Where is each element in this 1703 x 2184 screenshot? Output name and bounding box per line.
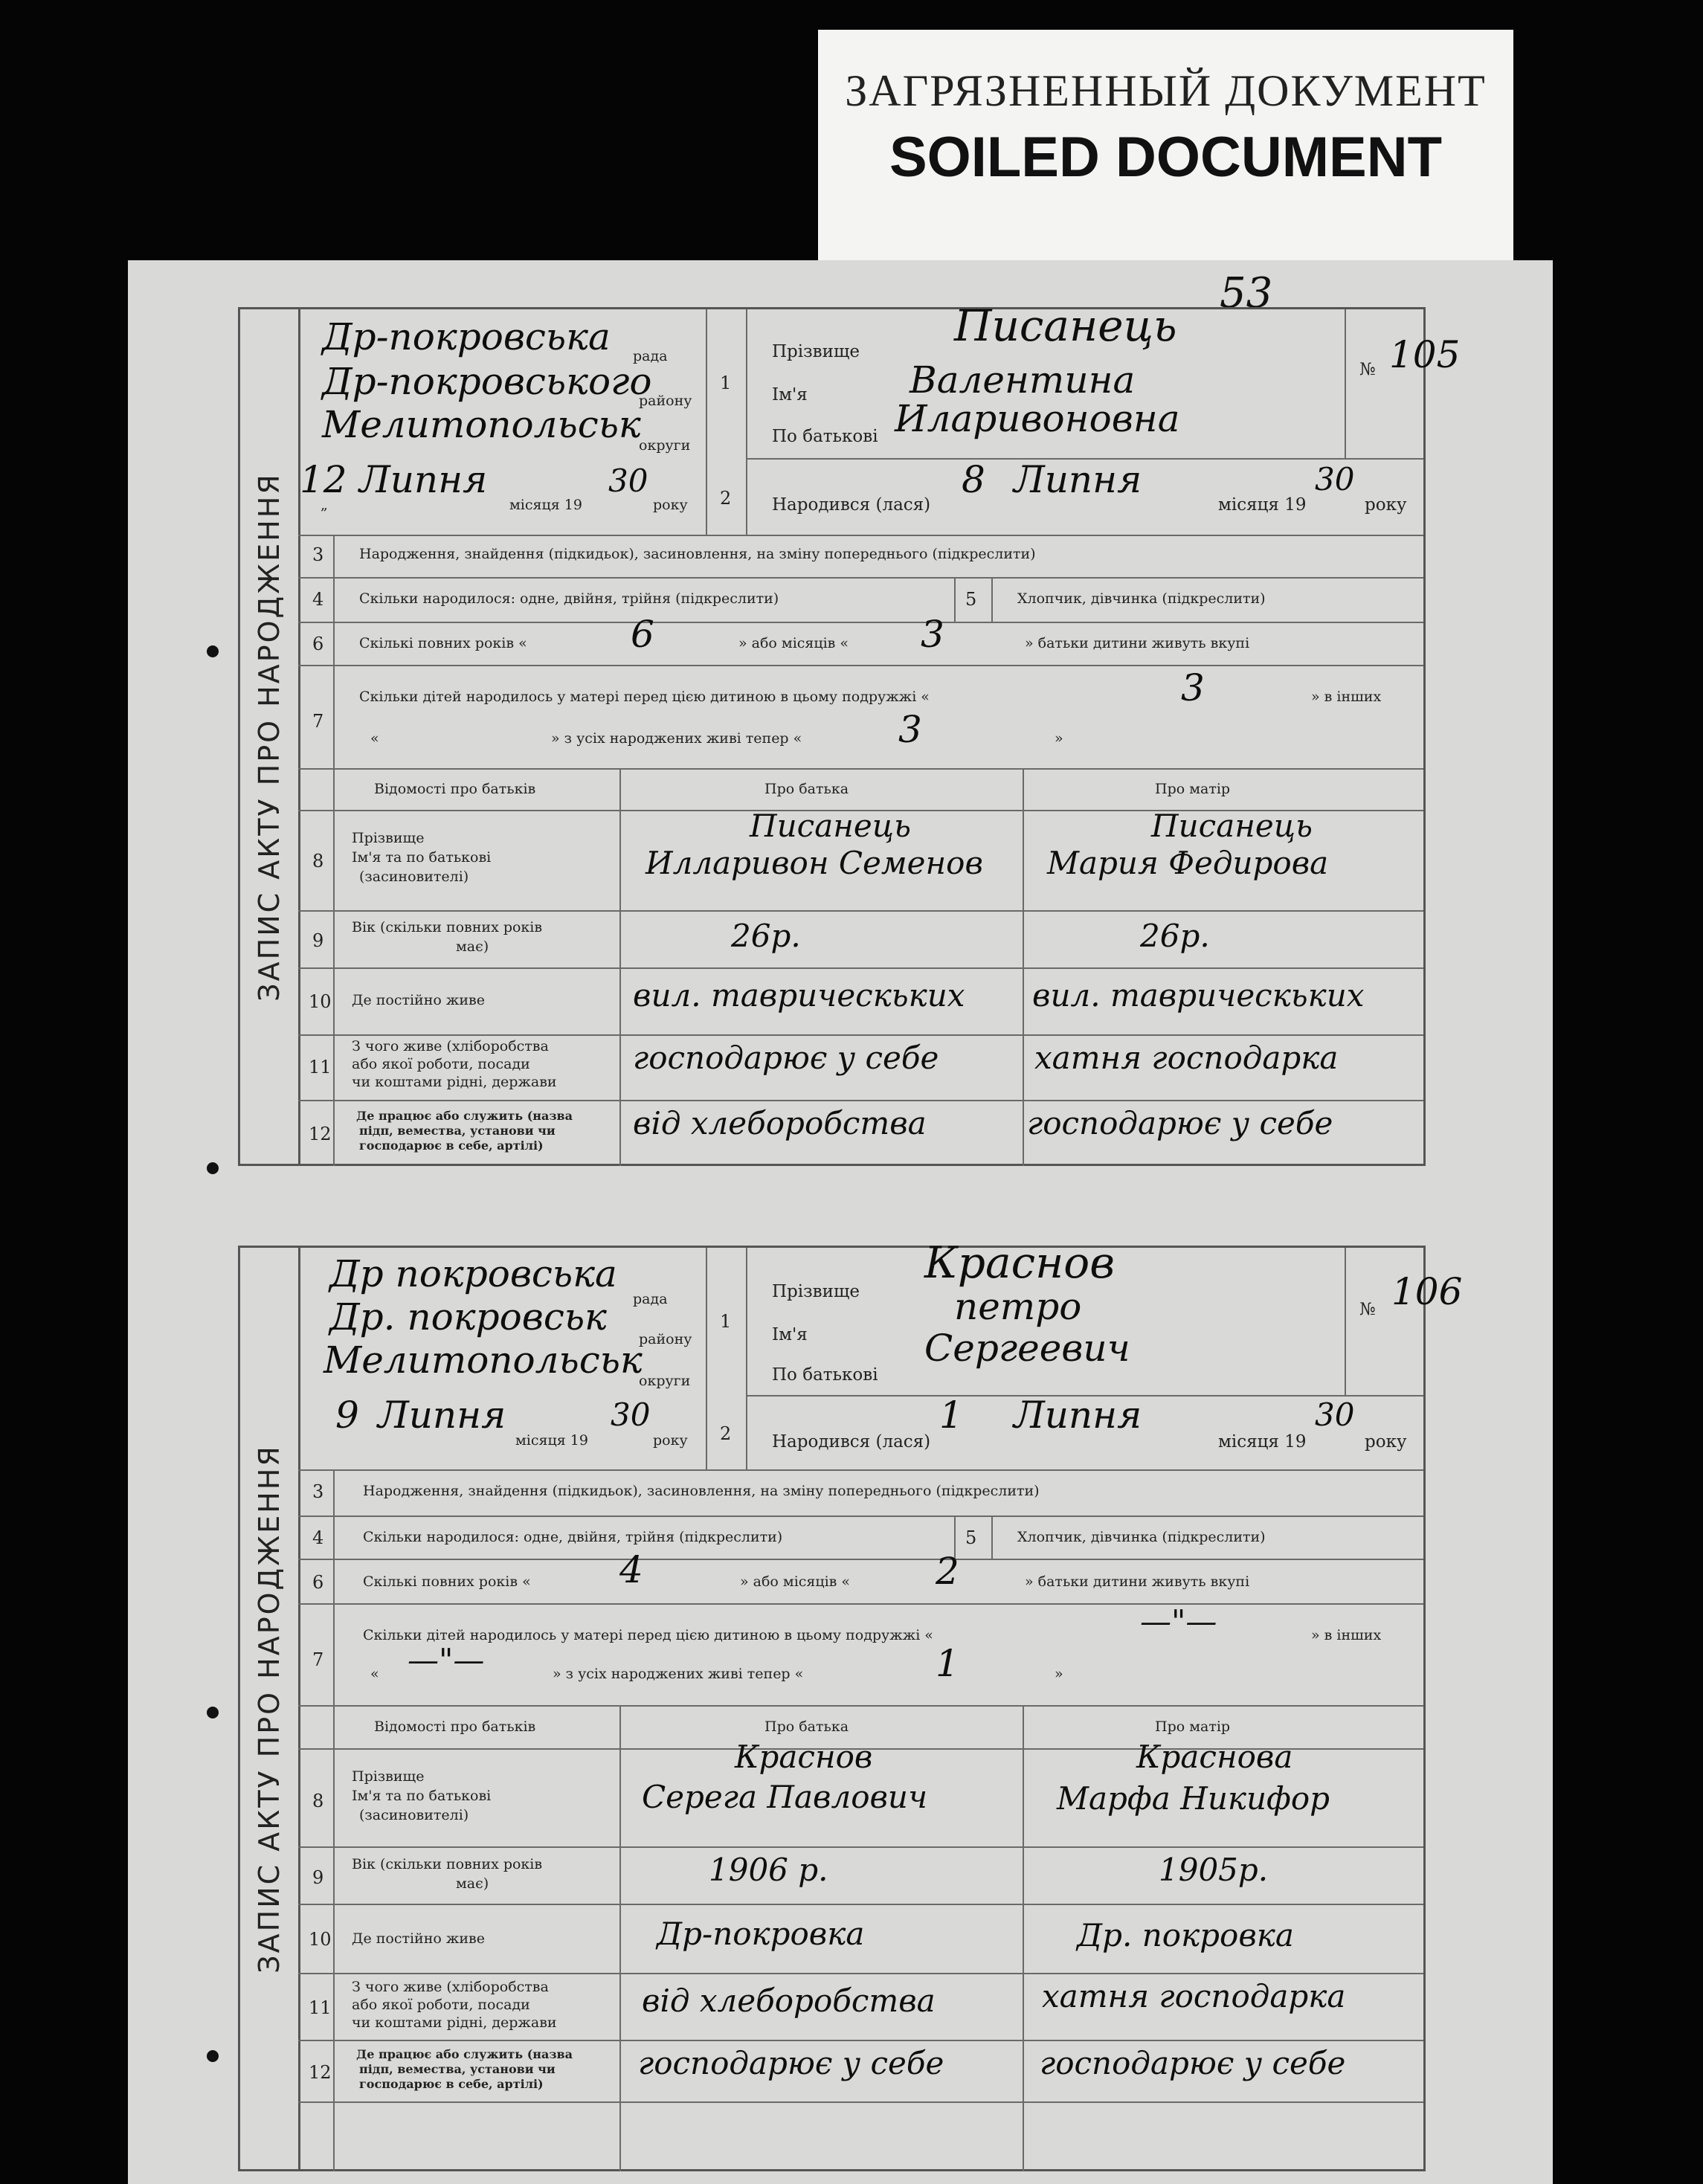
row5-text: Хлопчик, дівчинка (підкреслити) (1017, 1529, 1266, 1545)
field-number-1: 1 (720, 1311, 732, 1332)
surname-label: Прізвище (772, 342, 860, 361)
row8-label-1: Прізвище (352, 830, 425, 846)
row7-label-c: « (370, 730, 379, 747)
row11-label-3: чи коштами рідні, держави (352, 1074, 557, 1090)
patronymic-label: По батькові (772, 1365, 878, 1385)
record-sidebar (240, 309, 300, 1164)
punch-hole (207, 1162, 219, 1174)
surname-value: Писанець (954, 300, 1177, 351)
mother-header: Про матір (1155, 1718, 1231, 1735)
row-number-8: 8 (312, 851, 324, 872)
row-number-4: 4 (312, 589, 324, 610)
divider (298, 1515, 1423, 1517)
row9-label-2: має) (456, 1875, 489, 1892)
mother-livelihood-value: хатня господарка (1034, 1040, 1339, 1076)
reg-day-value: 9 (335, 1394, 359, 1437)
father-name-value: Илларивон Семенов (646, 845, 983, 881)
row11-label-1: З чого живе (хліборобства (352, 1979, 549, 1995)
row12-label-1: Де працює або служить (назва (356, 1109, 573, 1123)
row-number-9: 9 (312, 1867, 324, 1888)
okrug-value: Мелитопольськ (323, 1339, 643, 1382)
sidebar-title: ЗАПИС АКТУ ПРО НАРОДЖЕННЯ (253, 1443, 286, 1974)
page-number: 53 (1220, 269, 1273, 318)
divider (298, 1846, 1423, 1848)
row-number-5: 5 (965, 1527, 977, 1548)
born-label: Народився (лася) (772, 1432, 931, 1452)
row5-text: Хлопчик, дівчинка (підкреслити) (1017, 590, 1266, 607)
months-together-value: 2 (936, 1550, 959, 1593)
father-work-value: господарює у себе (638, 2045, 944, 2081)
father-work-value: від хлеборобства (633, 1105, 927, 1141)
children-alive-value: 3 (898, 708, 922, 751)
father-age-value: 26р. (731, 918, 801, 954)
row10-label-1: Де постійно живе (352, 1930, 485, 1947)
row7-label-a: Скільки дітей народилось у матері перед цією дитиною в цьому подружжі « (363, 1627, 933, 1643)
row6-label-b: » або місяців « (740, 1573, 851, 1590)
mother-surname-value: Краснова (1136, 1739, 1293, 1775)
row7-label-d: » з усіх народжених живі тепер « (553, 1666, 804, 1682)
row6-label-a: Скількі повних років « (359, 635, 527, 651)
surname-label: Прізвище (772, 1282, 860, 1301)
okrug-label: округи (639, 437, 691, 454)
mother-header: Про матір (1155, 781, 1231, 797)
row11-label-2: або якої роботи, посади (352, 1997, 530, 2013)
divider (298, 1705, 1423, 1707)
father-livelihood-value: від хлеборобства (642, 1982, 936, 2019)
row-number-7: 7 (312, 711, 324, 732)
divider (1345, 1248, 1346, 1395)
row-number-5: 5 (965, 589, 977, 610)
record-sidebar (240, 1248, 300, 2169)
row-number-3: 3 (312, 544, 324, 565)
divider (298, 910, 1423, 912)
name-value: петро (954, 1285, 1082, 1328)
row8-label-1: Прізвище (352, 1768, 425, 1785)
divider (619, 1705, 621, 2171)
father-header: Про батька (764, 781, 849, 797)
birth-record-106 (238, 1237, 1463, 2171)
row10-label-1: Де постійно живе (352, 992, 485, 1008)
row8-label-3: (засиновителі) (359, 1807, 469, 1823)
divider (706, 1248, 707, 1469)
mother-age-value: 26р. (1140, 918, 1210, 954)
divider (298, 1469, 1423, 1471)
reg-year-label: року (653, 497, 688, 513)
divider (298, 1100, 1423, 1101)
row6-label-c: » батьки дитини живуть вкупі (1025, 1573, 1250, 1590)
row8-label-2: Ім'я та по батькові (352, 849, 492, 866)
row11-label-2: або якої роботи, посади (352, 1056, 530, 1072)
mother-name-value: Мария Федирова (1047, 845, 1329, 881)
divider (1023, 768, 1024, 1166)
divider (1023, 1705, 1024, 2171)
father-residence-value: вил. таврическьких (633, 977, 965, 1014)
birth-year-label: року (1365, 1432, 1407, 1452)
years-together-value: 4 (619, 1548, 643, 1591)
birth-year-value: 30 (1315, 1397, 1355, 1433)
row7-label-c: « (370, 1666, 379, 1682)
number-label: № (1359, 360, 1376, 379)
father-livelihood-value: господарює у себе (633, 1040, 939, 1076)
divider (298, 1034, 1423, 1036)
name-label: Ім'я (772, 1325, 808, 1344)
row-number-10: 10 (309, 991, 332, 1012)
row-number-3: 3 (312, 1481, 324, 1502)
divider (1345, 309, 1346, 458)
birth-year-label: року (1365, 495, 1407, 515)
mother-work-value: господарює у себе (1027, 1105, 1333, 1141)
row-number-11: 11 (309, 1997, 332, 2018)
reg-month-label: місяця 19 (509, 497, 582, 513)
raion-label: району (639, 1331, 692, 1347)
birth-month-value: Липня (1014, 1394, 1142, 1437)
father-surname-value: Краснов (735, 1739, 873, 1775)
row-number-4: 4 (312, 1527, 324, 1548)
mother-work-value: господарює у себе (1040, 2045, 1346, 2081)
divider (298, 768, 1423, 770)
birth-year-value: 30 (1315, 461, 1355, 497)
father-surname-value: Писанець (750, 808, 911, 844)
row7-label-e: » (1055, 1666, 1063, 1682)
reg-year-label: року (653, 1432, 688, 1449)
rada-value: Др покровська (329, 1252, 617, 1295)
birth-month-label: місяця 19 (1218, 1432, 1307, 1452)
row-number-6: 6 (312, 1572, 324, 1593)
mother-name-value: Марфа Никифор (1057, 1780, 1330, 1817)
patronymic-label: По батькові (772, 427, 878, 446)
record-number-value: 106 (1391, 1270, 1463, 1313)
divider (298, 622, 1423, 623)
raion-value: Др. покровськ (329, 1295, 607, 1339)
reg-month-label: місяця 19 (515, 1432, 588, 1449)
divider (706, 309, 707, 535)
row12-label-2: підп, вемества, установи чи (359, 1124, 556, 1138)
soiled-document-stamp (818, 30, 1513, 262)
born-label: Народився (лася) (772, 495, 931, 515)
divider (298, 1973, 1423, 1974)
stamp-title-en: SOILED DOCUMENT (889, 126, 1443, 189)
father-residence-value: Др-покровка (657, 1916, 865, 1952)
divider (333, 1469, 335, 2171)
row-number-11: 11 (309, 1057, 332, 1077)
rada-value: Др-покровська (322, 315, 611, 358)
row12-label-3: господарює в себе, артілі) (359, 2077, 544, 2091)
children-alive-value: 1 (936, 1642, 959, 1685)
divider (298, 2101, 1423, 2103)
name-label: Ім'я (772, 385, 808, 405)
row9-label-1: Вік (скільки повних років (352, 919, 543, 935)
row11-label-3: чи коштами рідні, держави (352, 2014, 557, 2031)
row-number-12: 12 (309, 1124, 332, 1144)
divider (298, 1603, 1423, 1605)
mother-residence-value: Др. покровка (1077, 1917, 1294, 1953)
divider (298, 665, 1423, 666)
raion-label: району (639, 393, 692, 409)
mother-surname-value: Писанець (1151, 808, 1313, 844)
rada-label: рада (633, 348, 668, 364)
patronymic-value: Сергеевич (924, 1327, 1130, 1370)
field-number-2: 2 (720, 488, 732, 509)
reg-year-value: 30 (611, 1397, 651, 1433)
divider (298, 1559, 1423, 1560)
father-header: Про батька (764, 1718, 849, 1735)
punch-hole (207, 645, 219, 657)
row12-label-2: підп, вемества, установи чи (359, 2062, 556, 2076)
stamp-title-ru: ЗАГРЯЗНЕННЫЙ ДОКУМЕНТ (845, 66, 1487, 115)
birth-month-value: Липня (1014, 458, 1142, 501)
divider (991, 577, 993, 622)
years-together-value: 6 (631, 613, 654, 656)
father-age-value: 1906 р. (709, 1852, 828, 1888)
row7-label-b: » в інших (1311, 689, 1382, 705)
row7-label-e: » (1055, 730, 1063, 747)
row-number-6: 6 (312, 634, 324, 654)
mother-residence-value: вил. таврическьких (1032, 977, 1365, 1014)
row12-label-3: господарює в себе, артілі) (359, 1138, 544, 1153)
children-before-value: 3 (1181, 666, 1205, 709)
row12-label-1: Де працює або служить (назва (356, 2047, 573, 2061)
parents-info-header: Відомості про батьків (374, 781, 536, 797)
row9-label-1: Вік (скільки повних років (352, 1856, 543, 1872)
divider (333, 535, 335, 1166)
punch-hole (207, 2050, 219, 2062)
sidebar-title: ЗАПИС АКТУ ПРО НАРОДЖЕННЯ (253, 471, 286, 1002)
reg-day-value: 12 (300, 458, 347, 501)
birth-day-value: 1 (939, 1394, 963, 1437)
okrug-value: Мелитопольськ (322, 403, 641, 446)
punch-hole (207, 1707, 219, 1718)
divider (746, 309, 747, 535)
birth-month-label: місяця 19 (1218, 495, 1307, 515)
row3-text: Народження, знайдення (підкидьок), засиновлення, на зміну попереднього (підкреслити) (363, 1483, 1040, 1499)
row8-label-3: (засиновителі) (359, 869, 469, 885)
field-number-1: 1 (720, 373, 732, 393)
divider (298, 2040, 1423, 2041)
divider (298, 1904, 1423, 1905)
row-number-10: 10 (309, 1929, 332, 1950)
row7-label-a: Скільки дітей народилось у матері перед цією дитиною в цьому подружжі « (359, 689, 930, 705)
mother-age-value: 1905р. (1159, 1852, 1269, 1888)
surname-value: Краснов (924, 1237, 1115, 1288)
row4-text: Скільки народилося: одне, двійня, трійня (підкреслити) (359, 590, 779, 607)
row11-label-1: З чого живе (хліборобства (352, 1038, 549, 1054)
row-number-8: 8 (312, 1791, 324, 1811)
row9-label-2: має) (456, 938, 489, 955)
parents-info-header: Відомості про батьків (374, 1718, 536, 1735)
divider (954, 577, 956, 622)
children-before-value: —"— (1140, 1603, 1217, 1640)
birth-record-105 (238, 300, 1461, 1166)
row-number-7: 7 (312, 1649, 324, 1670)
months-together-value: 3 (921, 613, 944, 656)
field-number-2: 2 (720, 1423, 732, 1444)
divider (298, 967, 1423, 969)
raion-value: Др-покровського (322, 360, 652, 403)
okrug-label: округи (639, 1373, 691, 1389)
row6-label-a: Скількі повних років « (363, 1573, 531, 1590)
birth-day-value: 8 (962, 458, 985, 501)
row6-label-c: » батьки дитини живуть вкупі (1025, 635, 1250, 651)
row8-label-2: Ім'я та по батькові (352, 1788, 492, 1804)
row7-label-d: » з усіх народжених живі тепер « (551, 730, 802, 747)
row-number-9: 9 (312, 930, 324, 951)
row6-label-b: » або місяців « (738, 635, 849, 651)
divider (991, 1515, 993, 1559)
divider (746, 1248, 747, 1469)
divider (619, 768, 621, 1166)
row-number-12: 12 (309, 2062, 332, 2083)
row3-text: Народження, знайдення (підкидьок), засиновлення, на зміну попереднього (підкреслити) (359, 546, 1036, 562)
father-name-value: Серега Павлович (642, 1779, 928, 1815)
number-label: № (1359, 1300, 1376, 1319)
divider (298, 535, 1423, 536)
patronymic-value: Иларивоновна (895, 397, 1180, 440)
reg-month-value: Липня (378, 1394, 506, 1437)
reg-year-value: 30 (608, 463, 648, 499)
row4-text: Скільки народилося: одне, двійня, трійня (підкреслити) (363, 1529, 783, 1545)
name-value: Валентина (910, 358, 1136, 402)
divider (298, 577, 1423, 579)
mother-livelihood-value: хатня господарка (1042, 1978, 1346, 2014)
reg-month-value: Липня (359, 458, 488, 501)
children-other-value: —"— (408, 1642, 485, 1678)
record-number-value: 105 (1389, 333, 1461, 376)
reg-quote-open: „ (321, 497, 328, 513)
rada-label: рада (633, 1291, 668, 1307)
row7-label-b: » в інших (1311, 1627, 1382, 1643)
